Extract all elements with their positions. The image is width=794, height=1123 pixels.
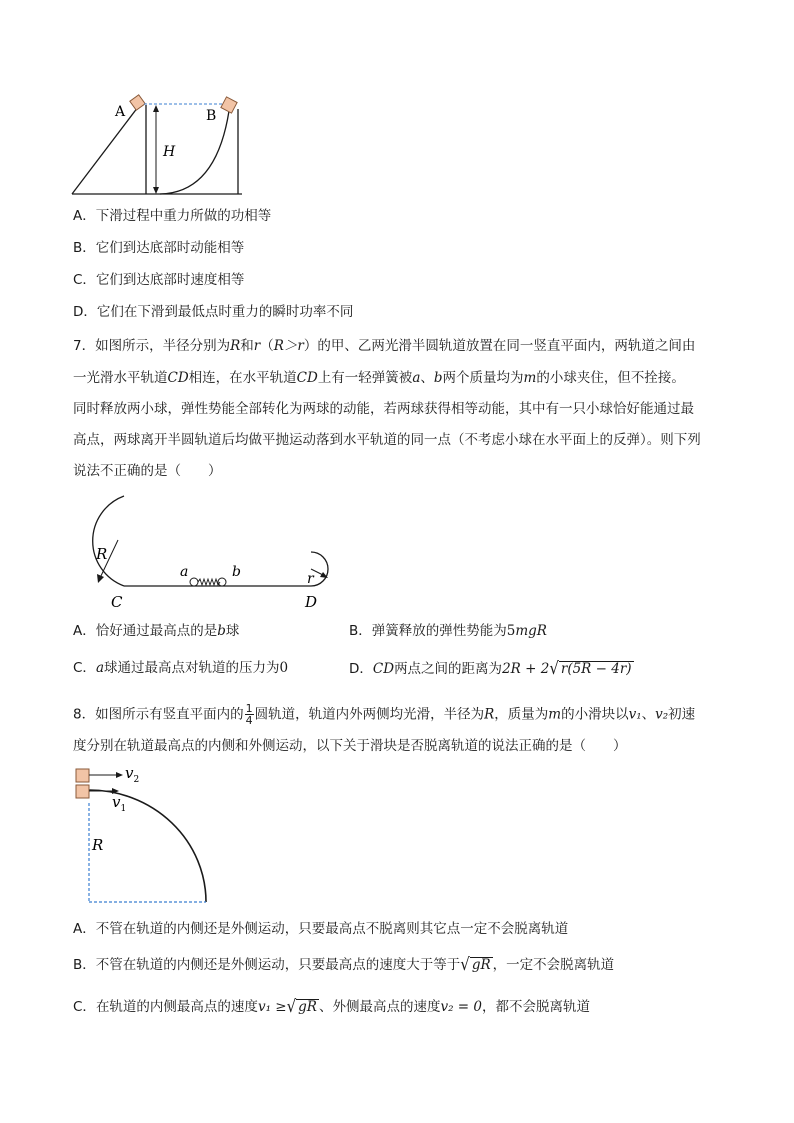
q8-option-b[interactable]: B．不管在轨道的内侧还是外侧运动，只要最高点的速度大于等于√ gR ，一定不会脱离轨道 xyxy=(73,953,615,975)
label-v2: $v_2$ xyxy=(125,765,140,785)
q6-option-d[interactable]: D．它们在下滑到最低点时重力的瞬时功率不同 xyxy=(73,304,354,320)
q8-stem-line-1: 8．如图所示有竖直平面内的 $\frac{1}{4}$ 圆轨道，轨道内外两侧均光滑，半径为R，质量为m的小滑块以v₁、v₂初速 xyxy=(73,702,696,727)
block-b xyxy=(221,97,237,113)
q7-figure xyxy=(66,488,336,616)
q7-stem-line-2: 一光滑水平轨道CD相连，在水平轨道CD上有一轻弹簧被a、b两个质量均为m的小球夹住，但不拴接。 xyxy=(73,370,685,386)
label-v1: $v_1$ xyxy=(112,793,127,814)
q8-option-a[interactable]: A．不管在轨道的内侧还是外侧运动，只要最高点不脱离则其它点一定不会脱离轨道 xyxy=(73,921,569,937)
sqrt-icon: √ xyxy=(460,953,470,975)
spring xyxy=(198,579,220,585)
q6-option-a[interactable]: A．下滑过程中重力所做的功相等 xyxy=(73,208,272,224)
q7-stem-line-1: 7．如图所示，半径分别为R和r（R＞r）的甲、乙两光滑半圆轨道放置在同一竖直平面内，两轨道之间由 xyxy=(73,338,696,354)
q6-option-c[interactable]: C．它们到达底部时速度相等 xyxy=(73,272,245,288)
label-a: A xyxy=(115,104,126,120)
q6-figure xyxy=(66,93,256,198)
large-semicircle-track xyxy=(93,496,124,586)
label-d: D xyxy=(305,593,318,611)
quarter-circle-track xyxy=(89,790,206,902)
q7-option-a[interactable]: A．恰好通过最高点的是b球 xyxy=(73,623,240,639)
sqrt-icon: √ xyxy=(549,657,559,679)
label-b: B xyxy=(206,108,217,124)
q7-option-c[interactable]: C．a球通过最高点对轨道的压力为0 xyxy=(73,660,289,676)
q8-option-c[interactable]: C．在轨道的内侧最高点的速度v₁ ≥√ gR 、外侧最高点的速度v₂ = 0，都不会脱离轨道 xyxy=(73,995,590,1017)
ball-a xyxy=(190,578,198,586)
q7-stem-line-5: 说法不正确的是（ ） xyxy=(73,463,222,479)
block-outer xyxy=(76,769,89,782)
fraction: $\frac{1}{4}$ xyxy=(245,702,253,727)
label-radius: R xyxy=(92,836,104,854)
block-a xyxy=(130,95,145,110)
q8-stem-line-2: 度分别在轨道最高点的内侧和外侧运动，以下关于滑块是否脱离轨道的说法正确的是（ ） xyxy=(73,738,627,754)
label-ball-a: a xyxy=(180,564,189,580)
q7-option-b[interactable]: B．弹簧释放的弹性势能为5mgR xyxy=(349,623,547,639)
q8-figure xyxy=(70,765,215,905)
q7-stem-line-3: 同时释放两小球，弹性势能全部转化为两球的动能，若两球获得相等动能，其中有一只小球恰好能通过最 xyxy=(73,401,694,417)
q6-option-b[interactable]: B．它们到达底部时动能相等 xyxy=(73,240,245,256)
label-h: H xyxy=(163,144,176,160)
label-ball-b: b xyxy=(232,564,241,580)
ball-b xyxy=(218,578,226,586)
block-inner xyxy=(76,785,89,798)
velocity-arrowhead-v2 xyxy=(116,772,123,778)
arrowhead-up xyxy=(153,105,159,112)
label-r-small: r xyxy=(307,571,314,587)
sqrt-icon: √ xyxy=(286,995,297,1017)
radius-arrowhead-large xyxy=(97,574,104,583)
label-r-large: R xyxy=(96,545,108,563)
incline-surface xyxy=(72,107,138,194)
arrowhead-down xyxy=(153,187,159,194)
q7-stem-line-4: 高点，两球离开半圆轨道后均做平抛运动落到水平轨道的同一点（不考虑小球在水平面上的反弹）。则下列 xyxy=(73,432,701,448)
label-c: C xyxy=(111,593,123,611)
q7-option-d[interactable]: D．CD两点之间的距离为2R + 2√ r(5R − 4r) xyxy=(349,657,632,679)
